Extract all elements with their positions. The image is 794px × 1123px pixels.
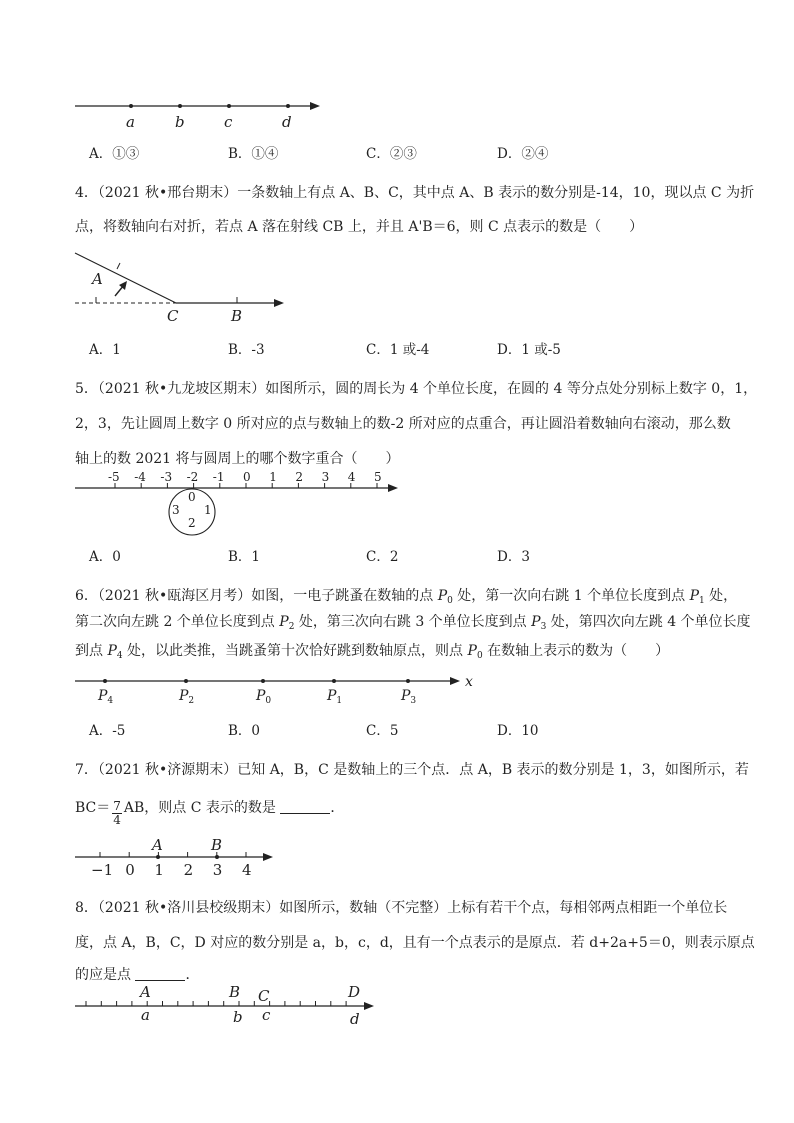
tick-label: 0 (243, 470, 251, 484)
label-A: A (140, 983, 151, 1001)
label-A: A (92, 270, 103, 288)
q4-text-line2: 点，将数轴向右对折，若点 A 落在射线 CB 上，并且 A'B＝6，则 C 点表示的数是（ ） (75, 219, 644, 235)
q4-option-b: B．-3 (228, 342, 265, 358)
tick-label: -3 (160, 470, 173, 484)
label-d: d (282, 113, 292, 131)
q6-text-line3: 到点 $P_4$ 处，以此类推，当跳蚤第十次恰好跳到数轴原点，则点 $P_0$ 在数轴上表示的数为（ ） (75, 643, 670, 661)
label-p0: $P_0$ (256, 688, 272, 706)
label-c: c (262, 1006, 271, 1024)
q4-text-line1: 4．（2021 秋•邢台期末）一条数轴上有点 A、B、C，其中点 A、B 表示的数分别是-14，10，现以点 C 为折 (75, 185, 755, 201)
label-p4: $P_4$ (98, 688, 114, 706)
tick-label: 3 (212, 861, 223, 879)
label-B: B (211, 836, 223, 854)
tick-label: 1 (154, 861, 164, 879)
q5-text-line1: 5．（2021 秋•九龙坡区期末）如图所示，圆的周长为 4 个单位长度，在圆的 4 等分点处分别标上数字 0，1， (75, 381, 758, 397)
q6-option-b: B．0 (228, 723, 261, 739)
arrow-head-icon (364, 1002, 374, 1010)
q4-option-d: D．1 或-5 (497, 342, 561, 358)
circle-digit-top: 0 (188, 490, 196, 504)
label-c: c (224, 113, 233, 131)
q6-option-c: C．5 (366, 723, 399, 739)
q5-option-c: C．2 (366, 549, 399, 565)
q6-text-line1: 6．（2021 秋•瓯海区月考）如图，一电子跳蚤在数轴的点 $P_0$ 处，第一次向右跳 1 个单位长度到点 $P_1$ 处， (75, 588, 738, 606)
label-a: a (141, 1006, 150, 1024)
q5-option-b: B．1 (228, 549, 261, 565)
q7-text-line1: 7．（2021 秋•济源期末）已知 A，B，C 是数轴上的三个点．点 A，B 表示的数分别是 1，3，如图所示，若 (75, 762, 749, 778)
q4-option-c: C．1 或-4 (366, 342, 430, 358)
label-b: b (233, 1008, 243, 1026)
tick-label: 0 (125, 861, 135, 879)
tick-label: 3 (321, 470, 330, 484)
q5-option-d: D．3 (497, 549, 530, 565)
q6-text-line2: 第二次向左跳 2 个单位长度到点 $P_2$ 处，第三次向右跳 3 个单位长度到点 $P_3$ 处，第四次向左跳 4 个单位长度 (75, 614, 751, 632)
tick-label: 1 (269, 470, 277, 484)
q4-option-a: A．1 (89, 342, 121, 358)
label-C: C (258, 987, 270, 1005)
label-a: a (126, 113, 135, 131)
q8-text-line3: 的应是点 ． (75, 967, 200, 983)
q6-option-a: A．-5 (89, 723, 126, 739)
tick-label: -4 (134, 470, 146, 484)
label-B: B (231, 307, 243, 325)
tick-label: 2 (295, 470, 304, 484)
q3-option-c: C．②③ (366, 146, 417, 162)
label-p1: $P_1$ (327, 688, 343, 706)
q5-text-line3: 轴上的数 2021 将与圆周上的哪个数字重合（ ） (75, 451, 400, 467)
q5-text-line2: 2，3，先让圆周上数字 0 所对应的点与数轴上的数-2 所对应的点重合，再让圆沿着数轴向右滚动，那么数 (75, 416, 731, 432)
q3-option-d: D．②④ (497, 146, 549, 162)
tick-label: -5 (108, 470, 120, 484)
label-D: D (348, 983, 361, 1001)
circle-digit-left: 3 (172, 503, 180, 517)
axis-label-x: x (465, 674, 473, 690)
tick-label: 5 (374, 470, 382, 484)
label-p2: $P_2$ (179, 688, 195, 706)
label-b: b (175, 113, 185, 131)
tick-label: 4 (347, 470, 356, 484)
label-A: A (152, 836, 163, 854)
label-C: C (167, 307, 179, 325)
label-d: d (350, 1010, 360, 1028)
q3-option-a: A．①③ (89, 146, 140, 162)
circle-digit-bottom: 2 (188, 516, 196, 530)
tick-label: 4 (242, 861, 252, 879)
q6-option-d: D．10 (497, 723, 539, 739)
q5-option-a: A．0 (89, 549, 121, 565)
q8-text-line2: 度，点 A，B，C，D 对应的数分别是 a，b，c，d，且有一个点表示的是原点．若 d+2a+5＝0，则表示原点 (75, 935, 755, 951)
fraction-7-4: $\frac{7}{4}$ (113, 799, 121, 827)
tick-label: -1 (212, 470, 225, 484)
q7-text-line2: BC＝ $\frac{7}{4}$ AB，则点 C 表示的数是 ． (75, 799, 345, 827)
tick-label: −1 (91, 861, 114, 879)
tick-label: -2 (186, 470, 199, 484)
q3-option-b: B．①④ (228, 146, 279, 162)
circle-digit-right: 1 (204, 503, 212, 517)
label-p3: $P_3$ (401, 688, 417, 706)
q8-text-line1: 8．（2021 秋•洛川县校级期末）如图所示，数轴（不完整）上标有若干个点，每相邻两点相距一个单位长 (75, 900, 728, 916)
tick-label: 2 (183, 861, 194, 879)
label-B: B (229, 983, 241, 1001)
